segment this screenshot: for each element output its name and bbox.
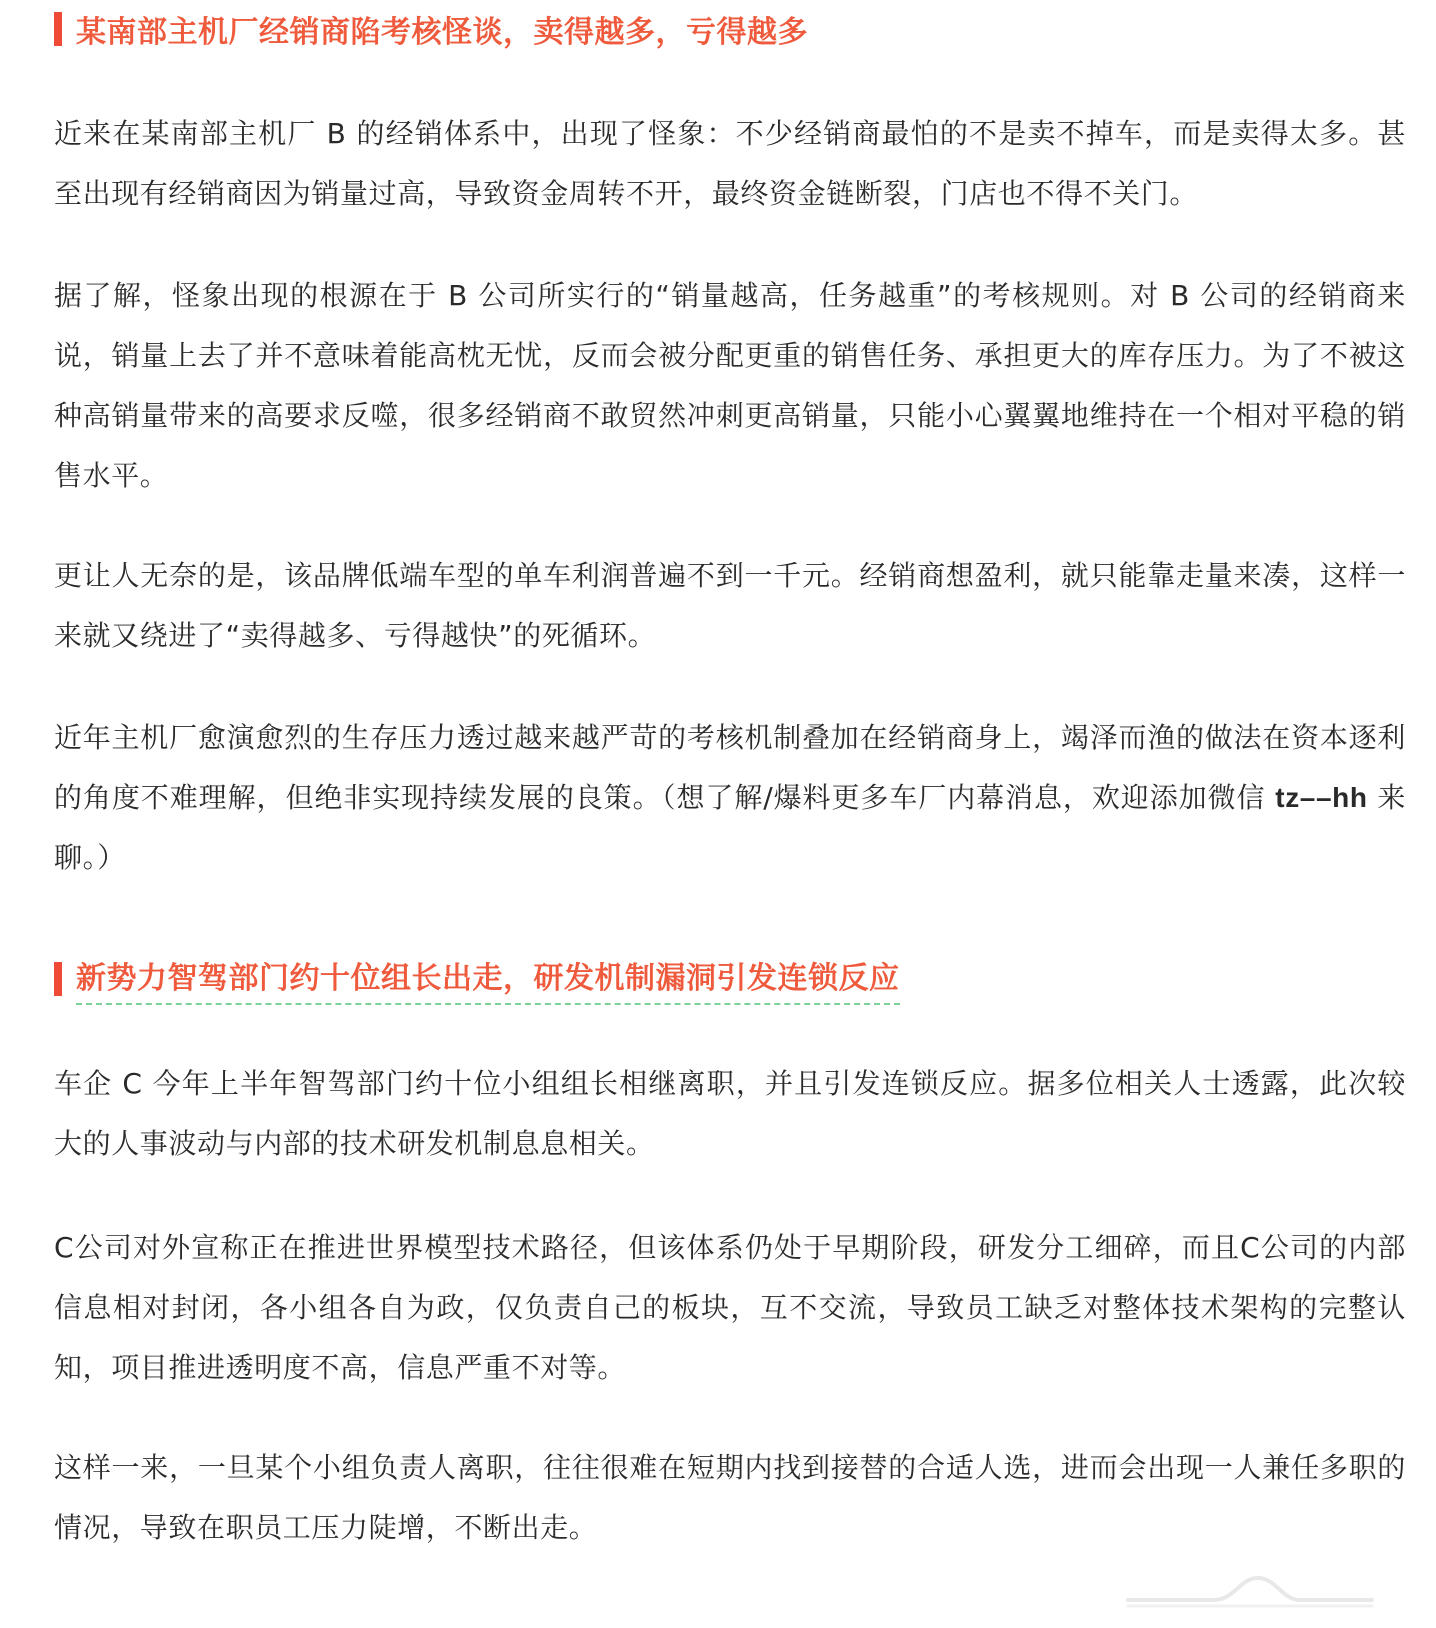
heading-accent-bar <box>54 962 62 996</box>
paragraph-2-3: 这样一来，一旦某个小组负责人离职，往往很难在短期内找到接替的合适人选，进而会出现一人兼任多职的情况，导致在职员工压力陡增，不断出走。 <box>54 1451 1406 1544</box>
paragraph-1-3: 更让人无奈的是，该品牌低端车型的单车利润普遍不到一千元。经销商想盈利，就只能靠走量来凑，这样一来就又绕进了“卖得越多、亏得越快”的死循环。 <box>54 559 1406 652</box>
paragraph-2-1: 车企 C 今年上半年智驾部门约十位小组组长相继离职，并且引发连锁反应。据多位相关人士透露，此次较大的人事波动与内部的技术研发机制息息相关。 <box>54 1067 1406 1160</box>
section-title-2[interactable]: 新势力智驾部门约十位组长出走，研发机制漏洞引发连锁反应 <box>76 953 900 1005</box>
paragraph-1-4-text: 近年主机厂愈演愈烈的生存压力透过越来越严苛的考核机制叠加在经销商身上，竭泽而渔的做法在资本逐利的角度不难理解，但绝非实现持续发展的良策。（想了解/爆料更多车厂内幕消息，欢迎添加微信 <box>54 721 1406 814</box>
section-heading-2 <box>54 958 900 1000</box>
paragraph-1-4-tail: 来聊。） <box>54 781 1406 874</box>
paragraph-1-4 <box>54 708 1406 888</box>
section-heading-1 <box>54 8 808 50</box>
decorative-wave-icon <box>1124 1570 1376 1610</box>
wechat-id: tz––hh <box>1275 782 1368 813</box>
heading-accent-bar <box>54 12 62 46</box>
paragraph-1-1: 近来在某南部主机厂 B 的经销体系中，出现了怪象：不少经销商最怕的不是卖不掉车，而是卖得太多。甚至出现有经销商因为销量过高，导致资金周转不开，最终资金链断裂，门店也不得不关门。 <box>54 117 1406 210</box>
section-title-1: 某南部主机厂经销商陷考核怪谈，卖得越多，亏得越多 <box>76 15 808 50</box>
paragraph-1-2: 据了解，怪象出现的根源在于 B 公司所实行的“销量越高，任务越重”的考核规则。对 B 公司的经销商来说，销量上去了并不意味着能高枕无忧，反而会被分配更重的销售任务、承担更大的库存压力。为了不被这种高销量带来的高要求反噬，很多经销商不敢贸然冲刺更高销量，只能小心翼翼地维持在一个相对平稳的销售水平。 <box>54 279 1406 492</box>
paragraph-2-2: C公司对外宣称正在推进世界模型技术路径，但该体系仍处于早期阶段，研发分工细碎，而且C公司的内部信息相对封闭，各小组各自为政，仅负责自己的板块，互不交流，导致员工缺乏对整体技术架构的完整认知，项目推进透明度不高，信息严重不对等。 <box>54 1231 1406 1384</box>
